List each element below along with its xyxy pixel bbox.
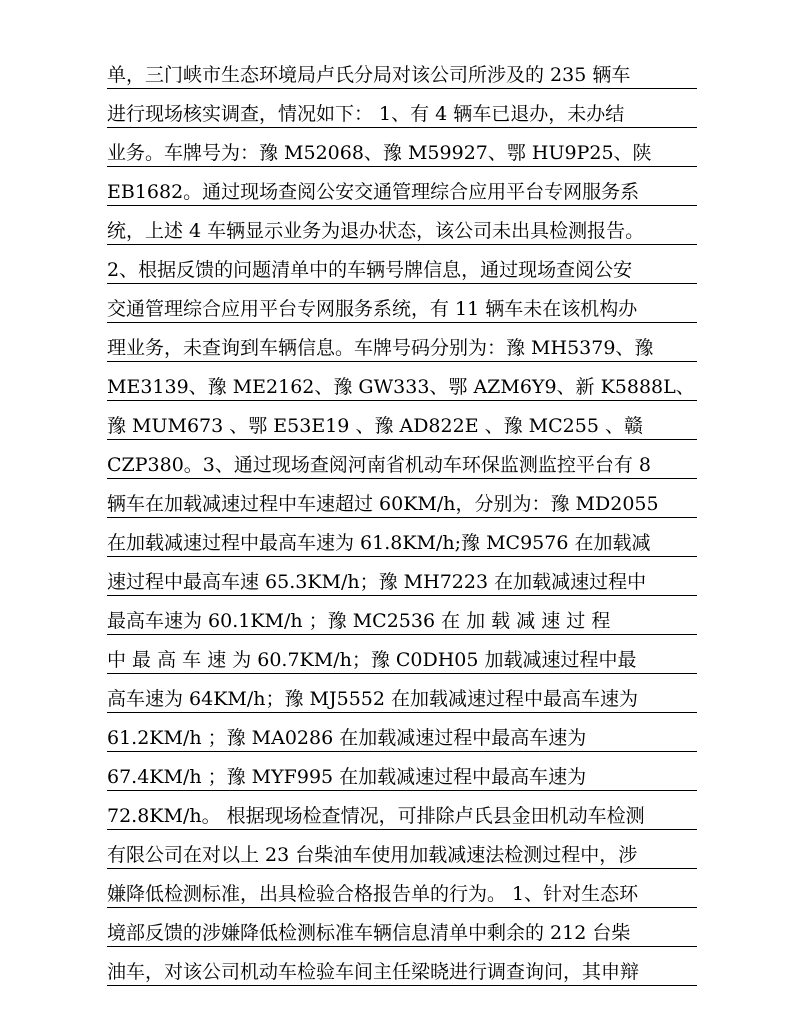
text-line-17: 高车速为 64KM/h；豫 MJ5552 在加载减速过程中最高车速为 — [107, 686, 697, 713]
text-line-12: 辆车在加载减速过程中车速超过 60KM/h，分别为：豫 MD2055 — [107, 491, 697, 518]
text-line-14: 速过程中最高车速 65.3KM/h；豫 MH7223 在加载减速过程中 — [107, 569, 697, 596]
text-line-13: 在加载减速过程中最高车速为 61.8KM/h;豫 MC9576 在加载减 — [107, 530, 697, 557]
text-line-3: 业务。车牌号为：豫 M52068、豫 M59927、鄂 HU9P25、陕 — [107, 140, 697, 167]
text-line-22: 嫌降低检测标准，出具检验合格报告单的行为。 1、针对生态环 — [107, 881, 697, 908]
text-line-10: 豫 MUM673 、鄂 E53E19 、豫 AD822E 、豫 MC255 、赣 — [107, 413, 697, 440]
text-line-20: 72.8KM/h。 根据现场检查情况，可排除卢氏县金田机动车检测 — [107, 803, 697, 830]
text-line-1: 单，三门峡市生态环境局卢氏分局对该公司所涉及的 235 辆车 — [107, 62, 697, 89]
text-line-4: EB1682。通过现场查阅公安交通管理综合应用平台专网服务系 — [107, 179, 697, 206]
text-line-8: 理业务，未查询到车辆信息。车牌号码分别为：豫 MH5379、豫 — [107, 335, 697, 362]
text-line-15: 最高车速为 60.1KM/h ；豫 MC2536 在 加 载 减 速 过 程 — [107, 608, 697, 635]
text-line-7: 交通管理综合应用平台专网服务系统，有 11 辆车未在该机构办 — [107, 296, 697, 323]
text-line-24: 油车，对该公司机动车检验车间主任梁晓进行调查询问，其申辩 — [107, 959, 697, 986]
text-line-5: 统，上述 4 车辆显示业务为退办状态，该公司未出具检测报告。 — [107, 218, 697, 245]
text-line-9: ME3139、豫 ME2162、豫 GW333、鄂 AZM6Y9、新 K5888L、 — [107, 374, 697, 401]
text-line-23: 境部反馈的涉嫌降低检测标准车辆信息清单中剩余的 212 台柴 — [107, 920, 697, 947]
text-line-18: 61.2KM/h ；豫 MA0286 在加载减速过程中最高车速为 — [107, 725, 697, 752]
text-line-19: 67.4KM/h ；豫 MYF995 在加载减速过程中最高车速为 — [107, 764, 697, 791]
text-line-6: 2、根据反馈的问题清单中的车辆号牌信息，通过现场查阅公安 — [107, 257, 697, 284]
text-line-16: 中 最 高 车 速 为 60.7KM/h；豫 C0DH05 加载减速过程中最 — [107, 647, 697, 674]
text-line-21: 有限公司在对以上 23 台柴油车使用加载减速法检测过程中，涉 — [107, 842, 697, 869]
text-line-2: 进行现场核实调查，情况如下： 1、有 4 辆车已退办，未办结 — [107, 101, 697, 128]
text-line-11: CZP380。3、通过现场查阅河南省机动车环保监测监控平台有 8 — [107, 452, 697, 479]
